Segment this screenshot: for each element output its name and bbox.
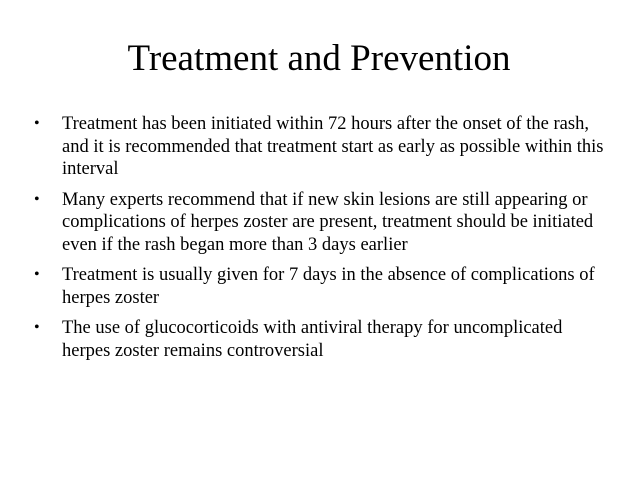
slide-title: Treatment and Prevention <box>127 38 511 79</box>
bullet-item <box>34 317 614 362</box>
bullet-item <box>34 264 614 309</box>
bullet-icon: • <box>34 266 40 283</box>
bullet-text: Many experts recommend that if new skin lesions are still appearing or complications of herpes zoster are present, treatment should be initiated even if the rash began more than 3 days earlier <box>62 189 594 255</box>
bullet-item <box>34 113 614 181</box>
bullet-item <box>34 189 614 257</box>
bullet-icon: • <box>34 319 40 336</box>
bullet-text: Treatment is usually given for 7 days in the absence of complications of herpes zoster <box>62 265 595 308</box>
bullet-text: The use of glucocorticoids with antiviral therapy for uncomplicated herpes zoster remains controversial <box>62 318 563 361</box>
bullet-list <box>34 113 614 370</box>
bullet-icon: • <box>34 115 40 132</box>
bullet-icon: • <box>34 190 40 208</box>
bullet-text: Treatment has been initiated within 72 hours after the onset of the rash, and it is recommended that treatment start as early as possible within this interval <box>62 114 604 179</box>
